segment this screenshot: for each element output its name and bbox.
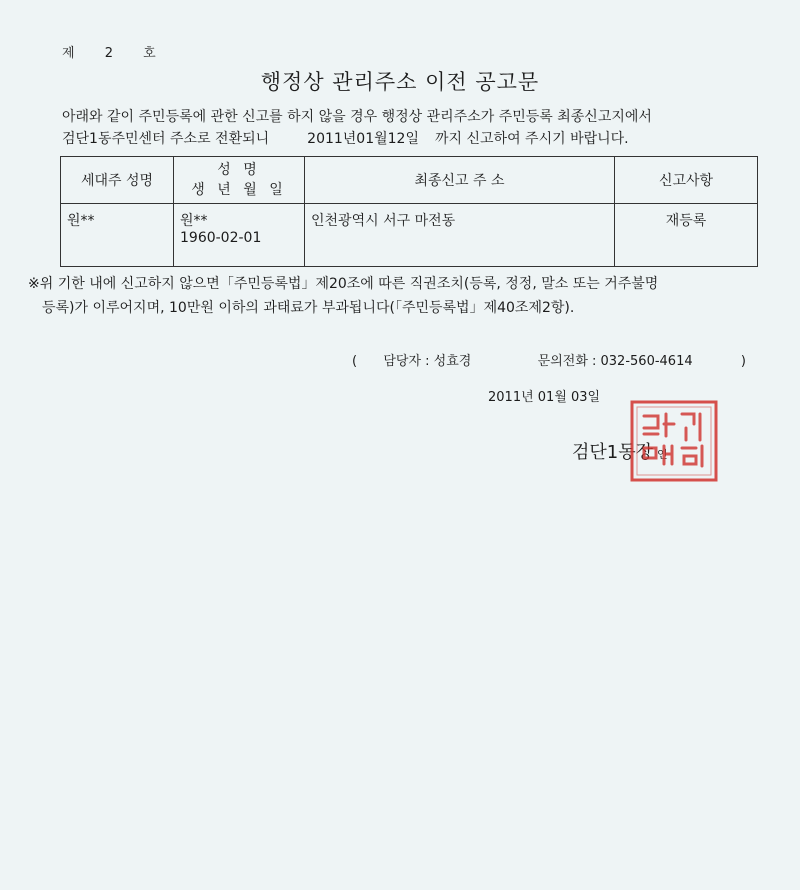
official-seal [628, 398, 720, 484]
intro-paragraph [62, 106, 742, 150]
cell-address: 인천광역시 서구 마전동 [305, 204, 615, 267]
intro-line-2-text-b: 까지 신고하여 주시기 바랍니다. [435, 131, 629, 147]
cell-report: 재등록 [615, 204, 758, 267]
table-header-row [61, 157, 758, 204]
issue-date: 2011년 01월 03일 [488, 390, 601, 405]
header-name: 성 명 [217, 162, 261, 178]
cell-birth: 1960-02-01 [180, 230, 262, 246]
header-householder: 세대주 성명 [61, 157, 174, 204]
seal-mark: 인 [657, 448, 668, 461]
cell-householder: 원** [61, 204, 174, 267]
contact-info [352, 350, 746, 369]
cell-name: 원** [180, 213, 208, 229]
contact-open-paren: ( [352, 354, 358, 369]
table-row [61, 204, 758, 267]
contact-phone: 문의전화 : 032-560-4614 [537, 354, 693, 369]
header-name-birth [174, 157, 305, 204]
intro-line-2-text-a: 검단1동주민센터 주소로 전환되니 [62, 131, 270, 147]
cell-name-birth [174, 204, 305, 267]
legal-note [28, 272, 758, 320]
header-address: 최종신고 주 소 [305, 157, 615, 204]
legal-note-line-2: 등록)가 이루어지며, 10만원 이하의 과태료가 부과됩니다(「주민등록법」제40조제2항). [42, 300, 575, 316]
deadline-date: 2011년01월12일 [307, 131, 419, 147]
intro-line-2 [62, 128, 742, 150]
signer-title: 검단1동장 [572, 442, 654, 463]
legal-note-line-1: ※위 기한 내에 신고하지 않으면「주민등록법」제20조에 따른 직권조치(등록, 정정, 말소 또는 거주불명 [28, 276, 659, 292]
contact-close-paren: ) [740, 354, 746, 369]
document-number: 제 2 호 [62, 46, 158, 61]
notice-table [60, 156, 758, 267]
contact-manager: 담당자 : 성효경 [383, 354, 472, 369]
intro-line-1: 아래와 같이 주민등록에 관한 신고를 하지 않을 경우 행정상 관리주소가 주민등록 최종신고지에서 [62, 109, 652, 125]
page-title: 행정상 관리주소 이전 공고문 [260, 70, 540, 94]
header-birth: 생 년 월 일 [191, 182, 287, 198]
header-report: 신고사항 [615, 157, 758, 204]
